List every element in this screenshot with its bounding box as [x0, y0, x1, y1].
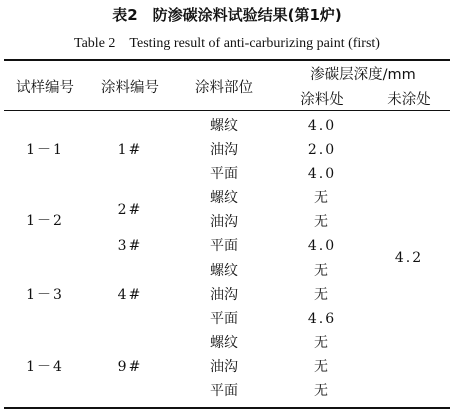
position-cell: 螺纹 — [210, 335, 238, 351]
position-cell: 油沟 — [210, 287, 238, 303]
coating-no-cell: 3# — [117, 238, 143, 254]
position-cell: 平面 — [210, 238, 238, 254]
position-cell: 平面 — [210, 166, 238, 182]
header-carburized-depth: 渗碳层深度/mm — [310, 67, 416, 83]
position-cell: 螺纹 — [210, 263, 238, 279]
coated-depth-cell: 4.0 — [307, 166, 337, 182]
coating-no-cell: 2# — [117, 202, 143, 218]
coated-depth-cell: 无 — [314, 383, 330, 399]
coated-depth-cell: 无 — [314, 190, 330, 206]
table-top-rule — [4, 59, 450, 61]
position-cell: 平面 — [210, 311, 238, 327]
header-coating-no: 涂料编号 — [101, 80, 159, 96]
coated-depth-cell: 4.0 — [307, 118, 337, 134]
coating-no-cell: 1# — [117, 142, 143, 158]
coating-no-cell: 4# — [117, 287, 143, 303]
coated-depth-cell: 无 — [314, 214, 330, 230]
sample-no-cell: 1－4 — [26, 359, 64, 375]
coated-depth-cell: 4.0 — [307, 238, 337, 254]
header-coating-position: 涂料部位 — [195, 80, 253, 96]
coated-depth-cell: 无 — [314, 287, 330, 303]
sample-no-cell: 1－2 — [26, 213, 64, 229]
table-title-chinese: 表2 防渗碳涂料试验结果(第1炉) — [112, 6, 342, 24]
table-header-rule — [4, 110, 450, 111]
coated-depth-cell: 无 — [314, 263, 330, 279]
uncoated-depth-cell: 4.2 — [394, 250, 424, 266]
position-cell: 螺纹 — [210, 190, 238, 206]
table-title-english: Table 2 Testing result of anti-carburizing paint (first) — [74, 36, 380, 51]
header-sample-no: 试样编号 — [16, 80, 74, 96]
position-cell: 油沟 — [210, 214, 238, 230]
position-cell: 油沟 — [210, 359, 238, 375]
coating-no-cell: 9# — [117, 359, 143, 375]
coated-depth-cell: 无 — [314, 335, 330, 351]
position-cell: 螺纹 — [210, 118, 238, 134]
sample-no-cell: 1－3 — [26, 287, 64, 303]
position-cell: 平面 — [210, 383, 238, 399]
coated-depth-cell: 2.0 — [307, 142, 337, 158]
position-cell: 油沟 — [210, 142, 238, 158]
coated-depth-cell: 4.6 — [307, 311, 337, 327]
header-coated: 涂料处 — [300, 92, 344, 108]
table-bottom-rule — [4, 407, 450, 409]
sample-no-cell: 1－1 — [26, 142, 64, 158]
header-uncoated: 未涂处 — [387, 92, 431, 108]
coated-depth-cell: 无 — [314, 359, 330, 375]
